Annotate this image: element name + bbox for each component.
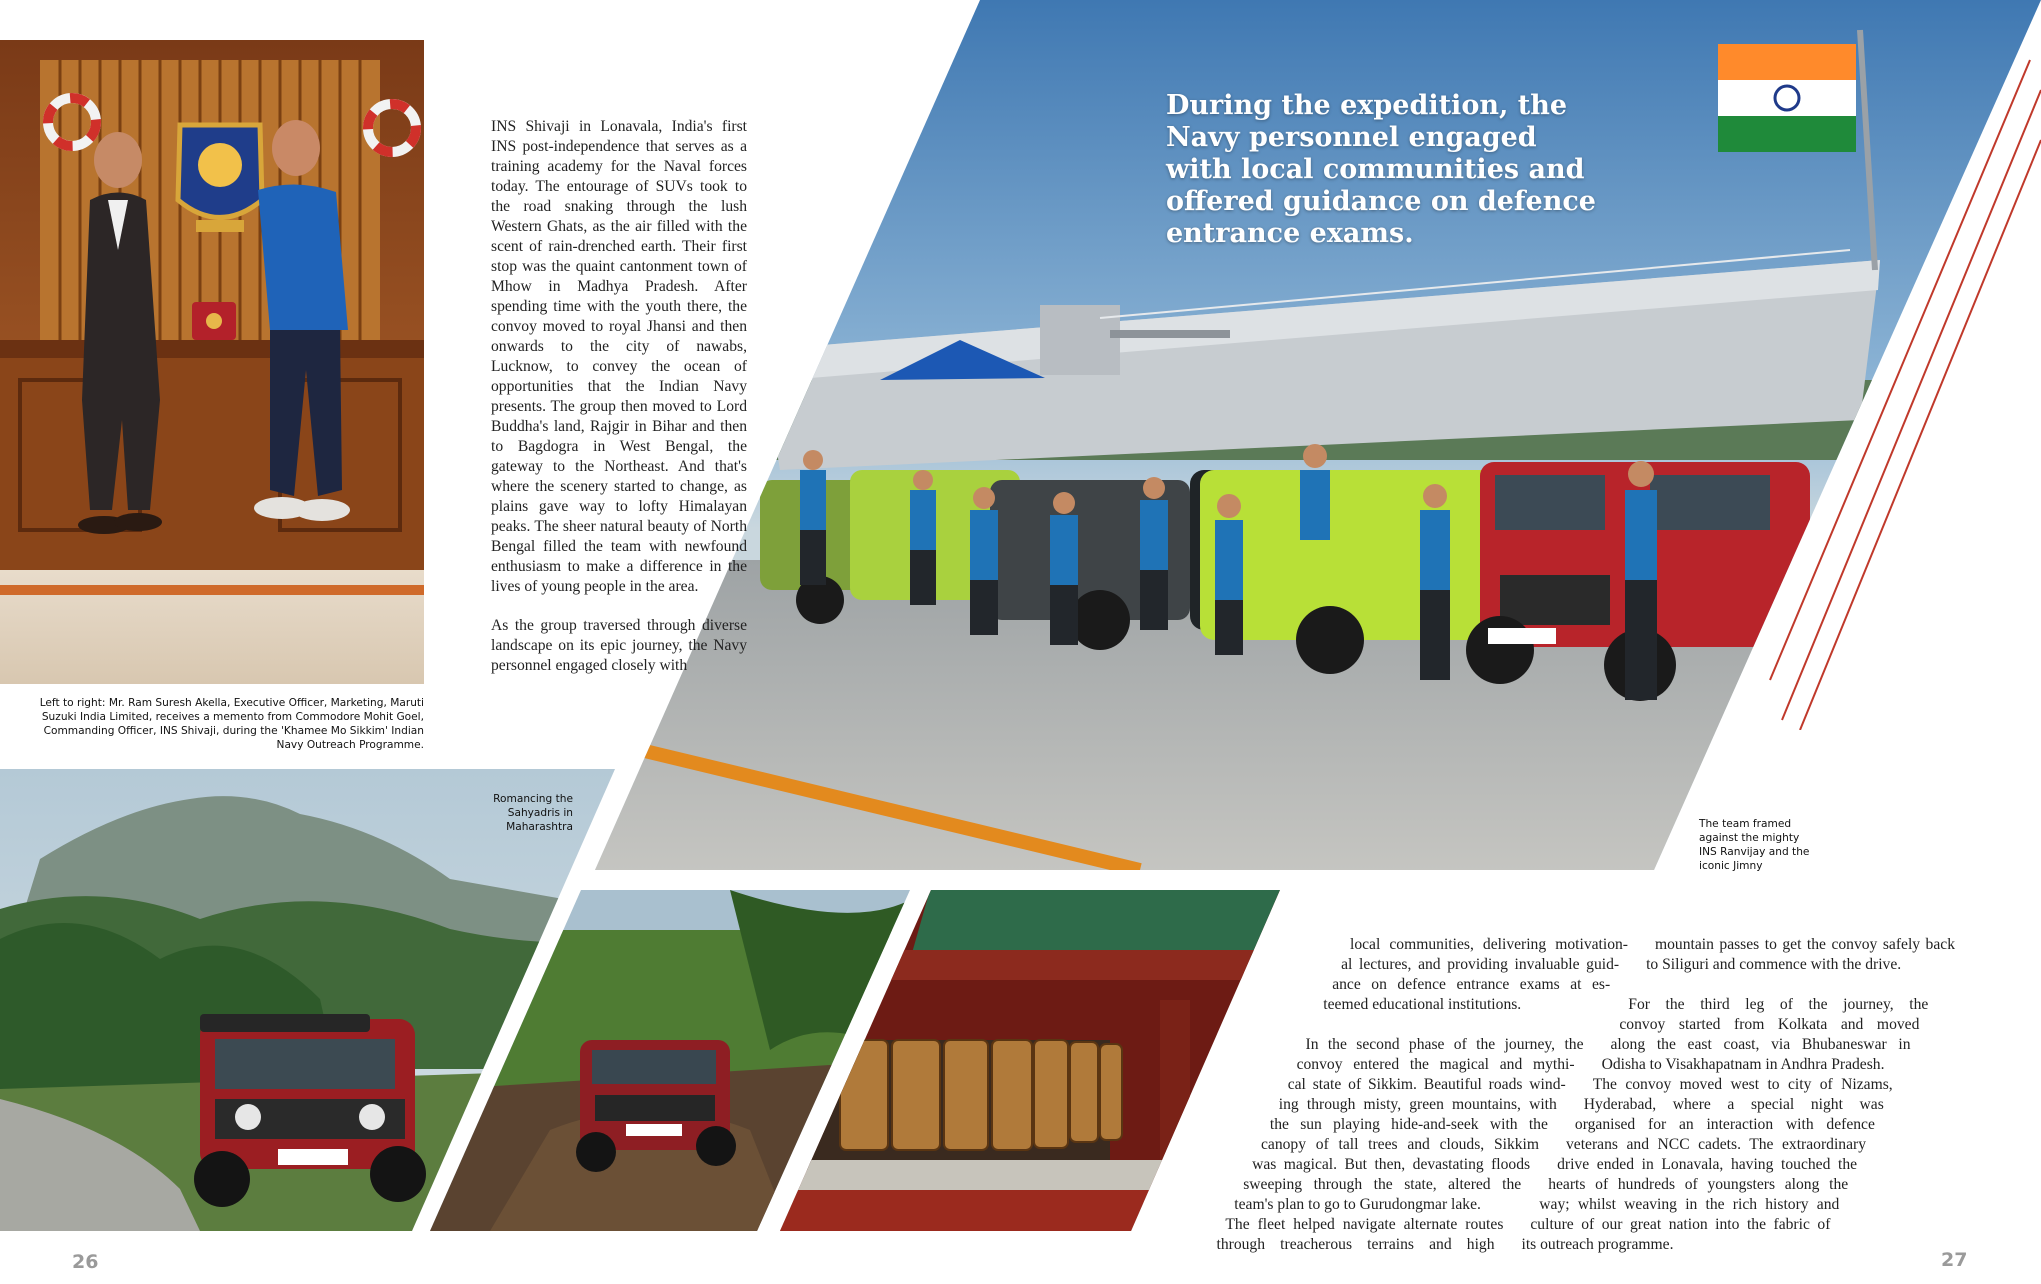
text-line: al lectures, and providing invaluable guid- xyxy=(1341,956,1620,973)
text-line: mountain passes to get the convoy safely back xyxy=(1655,936,1955,953)
text-line: convoy started from Kolkata and moved xyxy=(1619,1016,1920,1033)
text-line: along the east coast, via Bhubaneswar in xyxy=(1610,1036,1911,1053)
text-line: For the third leg of the journey, the xyxy=(1628,996,1929,1013)
text-line: canopy of tall trees and clouds, Sikkim xyxy=(1261,1136,1539,1153)
left-paragraph-2: As the group traversed through diverse landscape on its epic journey, the Navy personnel engaged closely with xyxy=(491,617,747,674)
text-line: was magical. But then, devastating floods xyxy=(1252,1156,1531,1173)
text-line: organised for an interaction with defence xyxy=(1574,1116,1875,1133)
caption-team: The team framed against the mighty INS Ranvijay and the iconic Jimny xyxy=(1699,818,1810,872)
accent-stripes xyxy=(1760,30,2041,730)
text-line: sweeping through the state, altered the xyxy=(1243,1176,1522,1193)
text-line: way; whilst weaving in the rich history and xyxy=(1539,1196,1840,1213)
text-line: veterans and NCC cadets. The extraordinary xyxy=(1566,1136,1866,1153)
text-line: convoy entered the magical and mythi- xyxy=(1296,1056,1575,1073)
left-paragraph-1: INS Shivaji in Lonavala, India's first INS post-independence that serves as a training academy for the Naval forces today. The entourage of SUVs took to the road snaking through the lush Western Ghats, as the air filled with the scent of rain-drenched earth. Their first stop was the quaint cantonment town of Mhow in Madhya Pradesh. After spending time with the youth there, the convoy moved to royal Jhansi and then onwards to the city of nawabs, Lucknow, to convey the ocean of opportunities that the Indian Navy presents. The group then moved to Lord Buddha's land, Rajgir in Bihar and then to Bagdogra in West Bengal, the gateway to the Northeast. And that's where the scenery started to change, as plains gave way to lofty Himalayan peaks. The sheer natural beauty of North Bengal filled the team with newfound enthusiasm to make a difference in the lives of young people in the area. xyxy=(491,118,747,595)
text-line: cal state of Sikkim. Beautiful roads wind- xyxy=(1287,1076,1566,1093)
caption-sahyadri: Romancing the Sahyadris in Maharashtra xyxy=(493,793,573,833)
text-line: ance on defence entrance exams at es- xyxy=(1332,976,1611,993)
left-body-text xyxy=(491,117,747,695)
text-line: through treacherous terrains and high xyxy=(1216,1236,1495,1253)
prayer-wheels-photo xyxy=(780,890,1280,1231)
text-line: team's plan to go to Gurudongmar lake. xyxy=(1234,1196,1481,1213)
caption-memento: Left to right: Mr. Ram Suresh Akella, Executive Officer, Marketing, Maruti Suzuki India Limited, receives a memento from Commodore Mohit Goel, Commanding Officer, INS Shivaji, during the 'Khamee Mo Sikkim' Indian Navy Outreach Programme. xyxy=(39,697,424,751)
text-line: the sun playing hide-and-seek with the xyxy=(1269,1116,1548,1133)
text-line: The convoy moved west to city of Nizams, xyxy=(1592,1076,1893,1093)
text-line: ing through misty, green mountains, with xyxy=(1278,1096,1557,1113)
text-line: Odisha to Visakhapatnam in Andhra Pradesh. xyxy=(1601,1056,1885,1073)
text-line: Hyderabad, where a special night was xyxy=(1583,1096,1884,1113)
text-line: culture of our great nation into the fabric of xyxy=(1530,1216,1831,1233)
text-line: local communities, delivering motivation- xyxy=(1350,936,1628,953)
text-line: to Siliguri and commence with the drive. xyxy=(1646,956,1902,973)
text-line: its outreach programme. xyxy=(1521,1236,1674,1253)
text-line: teemed educational institutions. xyxy=(1323,996,1522,1013)
page-number-right: 27 xyxy=(1941,1249,1968,1271)
text-line: hearts of hundreds of youngsters along the xyxy=(1548,1176,1849,1193)
text-line: The fleet helped navigate alternate routes xyxy=(1225,1216,1504,1233)
page-number-left: 26 xyxy=(72,1251,99,1273)
text-line: drive ended in Lonavala, having touched the xyxy=(1557,1156,1858,1173)
pull-quote: During the expedition, the Navy personnel engaged with local communities and offered guidance on defence entrance exams. xyxy=(1166,90,1596,249)
text-line: In the second phase of the journey, the xyxy=(1305,1036,1584,1053)
